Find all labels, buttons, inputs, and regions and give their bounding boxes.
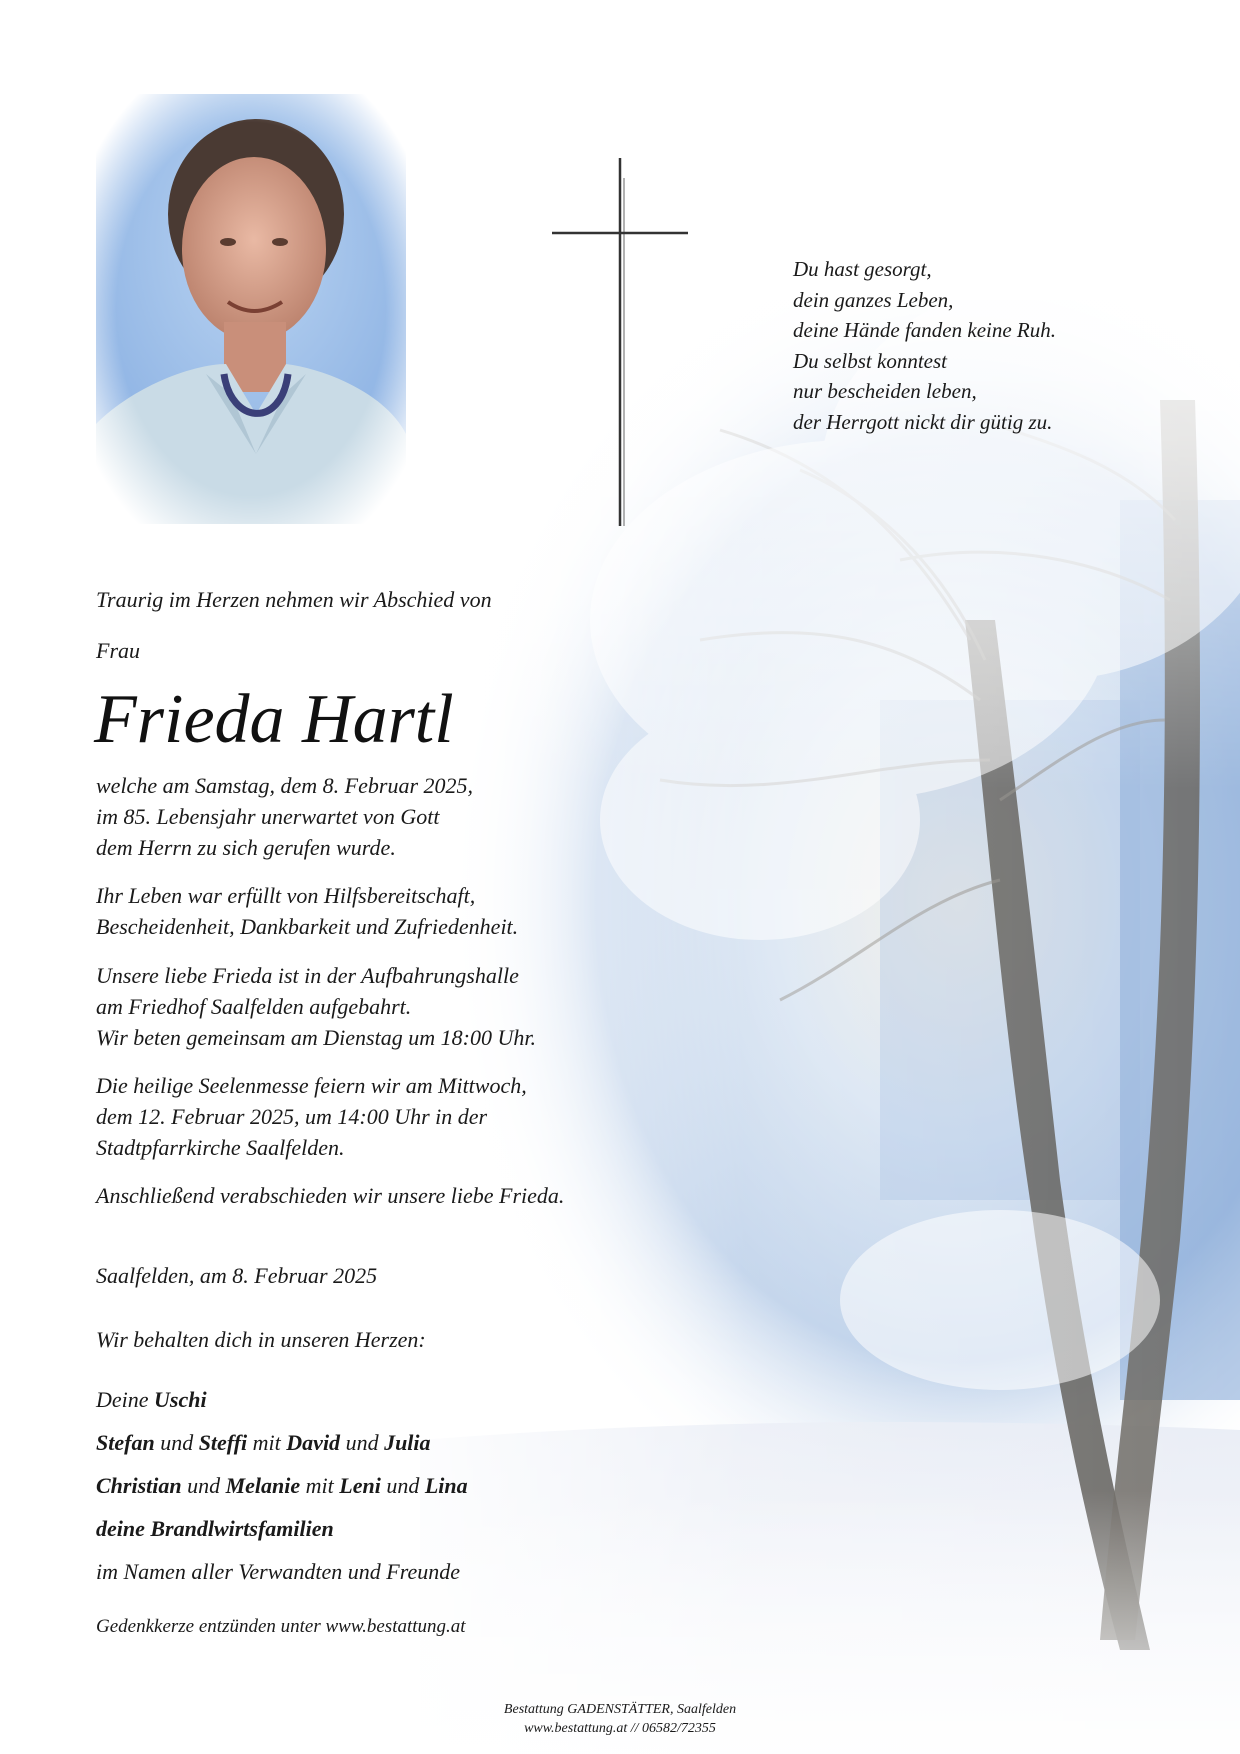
cross-icon xyxy=(552,158,688,526)
poem-line: Du hast gesorgt, xyxy=(793,257,932,281)
salutation: Frau xyxy=(96,638,140,663)
family-line: Stefan und Steffi mit David und Julia xyxy=(96,1430,431,1455)
poem-line: dein ganzes Leben, xyxy=(793,287,954,312)
poem-line: der Herrgott nickt dir gütig zu. xyxy=(793,409,1053,434)
paragraph-viewing xyxy=(96,960,536,1053)
poem-line: deine Hände fanden keine Ruh. xyxy=(793,318,1056,342)
text-line: dem 12. Februar 2025, um 14:00 Uhr in der xyxy=(96,1104,488,1129)
family-list xyxy=(96,1378,468,1593)
text-line: Ihr Leben war erfüllt von Hilfsbereitschaft, xyxy=(96,883,476,908)
text-line: im 85. Lebensjahr unerwartet von Gott xyxy=(96,804,440,829)
text-line: Bescheidenheit, Dankbarkeit und Zufriedenheit. xyxy=(96,914,519,939)
family-line: Christian und Melanie mit Leni und Lina xyxy=(96,1473,468,1498)
hearts-text: Wir behalten dich in unseren Herzen: xyxy=(96,1327,426,1352)
text-line: Stadtpfarrkirche Saalfelden. xyxy=(96,1135,345,1160)
poem-line: Du selbst konntest xyxy=(793,348,947,373)
place-date: Saalfelden, am 8. Februar 2025 xyxy=(96,1263,378,1288)
deceased-name: Frieda Hartl xyxy=(94,681,454,758)
paragraph-mass xyxy=(96,1070,527,1163)
text-line: am Friedhof Saalfelden aufgebahrt. xyxy=(96,994,412,1019)
paragraph-death xyxy=(96,770,473,863)
text-line: Wir beten gemeinsam am Dienstag um 18:00 Uhr. xyxy=(96,1025,536,1050)
intro-text: Traurig im Herzen nehmen wir Abschied von xyxy=(96,587,492,612)
family-line: deine Brandlwirtsfamilien xyxy=(96,1516,334,1541)
footer-line: www.bestattung.at // 06582/72355 xyxy=(524,1721,716,1736)
text-line: dem Herrn zu sich gerufen wurde. xyxy=(96,835,396,860)
family-line: Deine Uschi xyxy=(96,1387,207,1412)
poem-line: nur bescheiden leben, xyxy=(793,379,977,403)
text-line: welche am Samstag, dem 8. Februar 2025, xyxy=(96,773,474,798)
portrait-photo xyxy=(96,94,406,524)
poem xyxy=(793,254,1056,437)
text-line: Unsere liebe Frieda ist in der Aufbahrungshalle xyxy=(96,963,519,988)
text-line: Die heilige Seelenmesse feiern wir am Mittwoch, xyxy=(96,1073,527,1098)
family-line: im Namen aller Verwandten und Freunde xyxy=(96,1559,460,1584)
portrait-image xyxy=(96,94,406,524)
footer xyxy=(0,1700,1240,1738)
candle-notice: Gedenkkerze entzünden unter www.bestattung.at xyxy=(96,1616,466,1637)
paragraph-farewell: Anschließend verabschieden wir unsere liebe Frieda. xyxy=(96,1183,565,1208)
footer-line: Bestattung GADENSTÄTTER, Saalfelden xyxy=(503,1702,737,1717)
paragraph-life xyxy=(96,880,518,942)
